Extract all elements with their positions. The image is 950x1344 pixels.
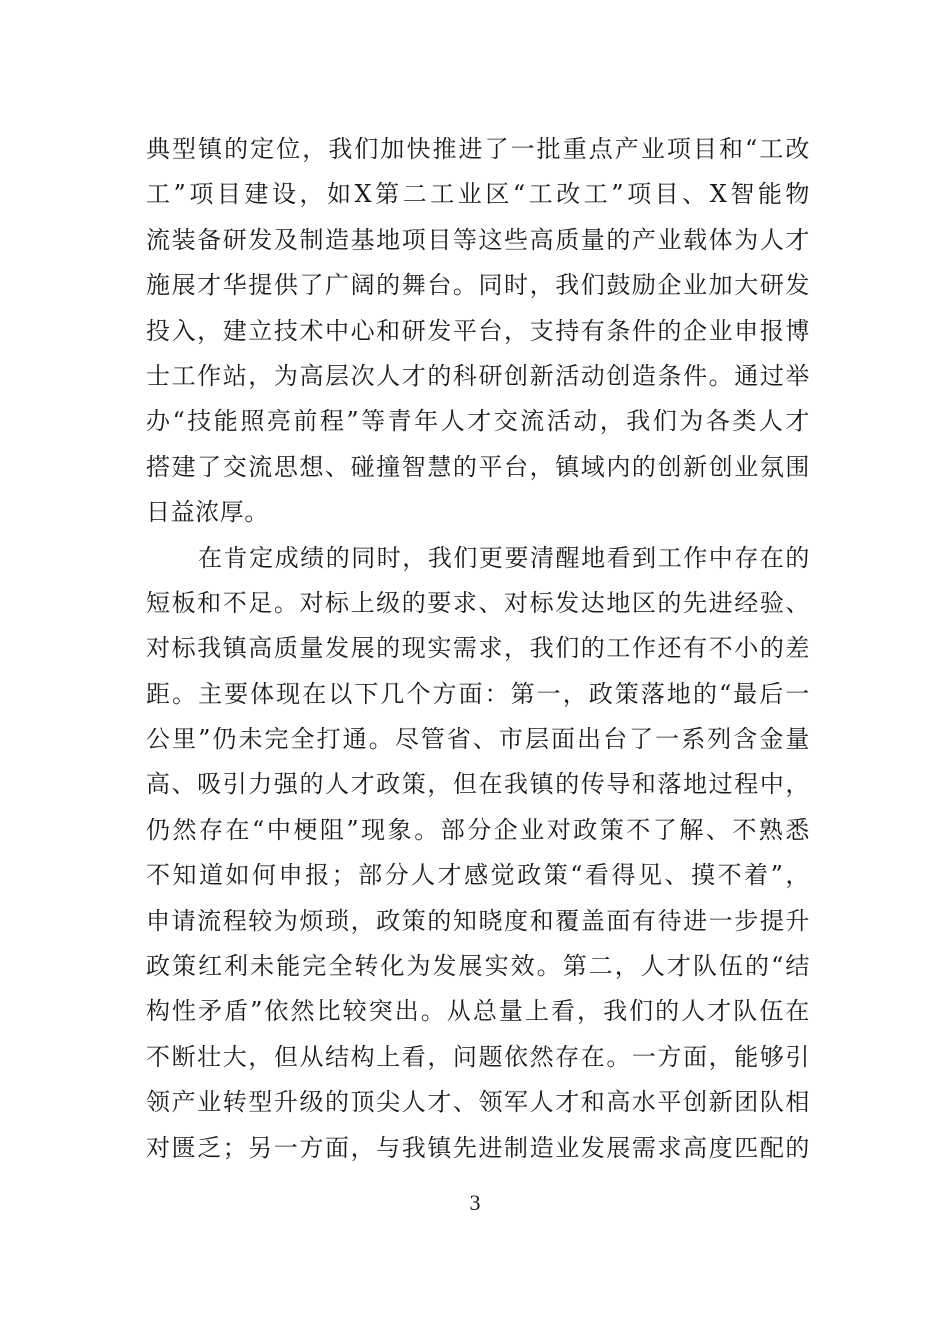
text-line: 士工作站，为高层次人才的科研创新活动创造条件。通过举 — [146, 361, 810, 390]
text-line: 搭建了交流思想、碰撞智慧的平台，镇域内的创新创业氛围 — [146, 452, 810, 481]
text-line: 政策红利未能完全转化为发展实效。第二，人才队伍的“结 — [146, 952, 810, 981]
text-line: 仍然存在“中梗阻”现象。部分企业对政策不了解、不熟悉 — [146, 815, 810, 844]
paragraph-2 — [146, 536, 810, 1171]
text-line: 流装备研发及制造基地项目等这些高质量的产业载体为人才 — [146, 225, 810, 254]
text-line: 构性矛盾”依然比较突出。从总量上看，我们的人才队伍在 — [146, 997, 810, 1026]
text-line: 不断壮大，但从结构上看，问题依然存在。一方面，能够引 — [146, 1042, 810, 1071]
page-number: 3 — [469, 1190, 481, 1215]
text-line: 投入，建立技术中心和研发平台，支持有条件的企业申报博 — [146, 316, 810, 345]
text-line: 申请流程较为烦琐，政策的知晓度和覆盖面有待进一步提升 — [146, 906, 810, 935]
text-line: 在肯定成绩的同时，我们更要清醒地看到工作中存在的 — [198, 543, 810, 572]
text-line: 公里”仍未完全打通。尽管省、市层面出台了一系列含金量 — [146, 725, 810, 754]
text-line: 办“技能照亮前程”等青年人才交流活动，我们为各类人才 — [146, 407, 810, 436]
text-line: 典型镇的定位，我们加快推进了一批重点产业项目和“工改 — [146, 135, 810, 163]
text-line: 不知道如何申报；部分人才感觉政策“看得见、摸不着”， — [146, 861, 810, 890]
text-line: 高、吸引力强的人才政策，但在我镇的传导和落地过程中， — [146, 770, 810, 799]
text-line: 距。主要体现在以下几个方面：第一，政策落地的“最后一 — [146, 679, 810, 708]
text-line: 工”项目建设，如X第二工业区“工改工”项目、X智能物 — [146, 180, 810, 209]
document-body — [146, 127, 810, 1171]
text-line: 短板和不足。对标上级的要求、对标发达地区的先进经验、 — [146, 588, 810, 617]
text-line: 施展才华提供了广阔的舞台。同时，我们鼓励企业加大研发 — [146, 271, 810, 300]
text-line: 领产业转型升级的顶尖人才、领军人才和高水平创新团队相 — [146, 1088, 810, 1117]
text-line: 对标我镇高质量发展的现实需求，我们的工作还有不小的差 — [146, 634, 810, 663]
text-line: 日益浓厚。 — [146, 498, 269, 527]
paragraph-1 — [146, 127, 810, 536]
text-line: 对匮乏；另一方面，与我镇先进制造业发展需求高度匹配的 — [146, 1133, 810, 1162]
